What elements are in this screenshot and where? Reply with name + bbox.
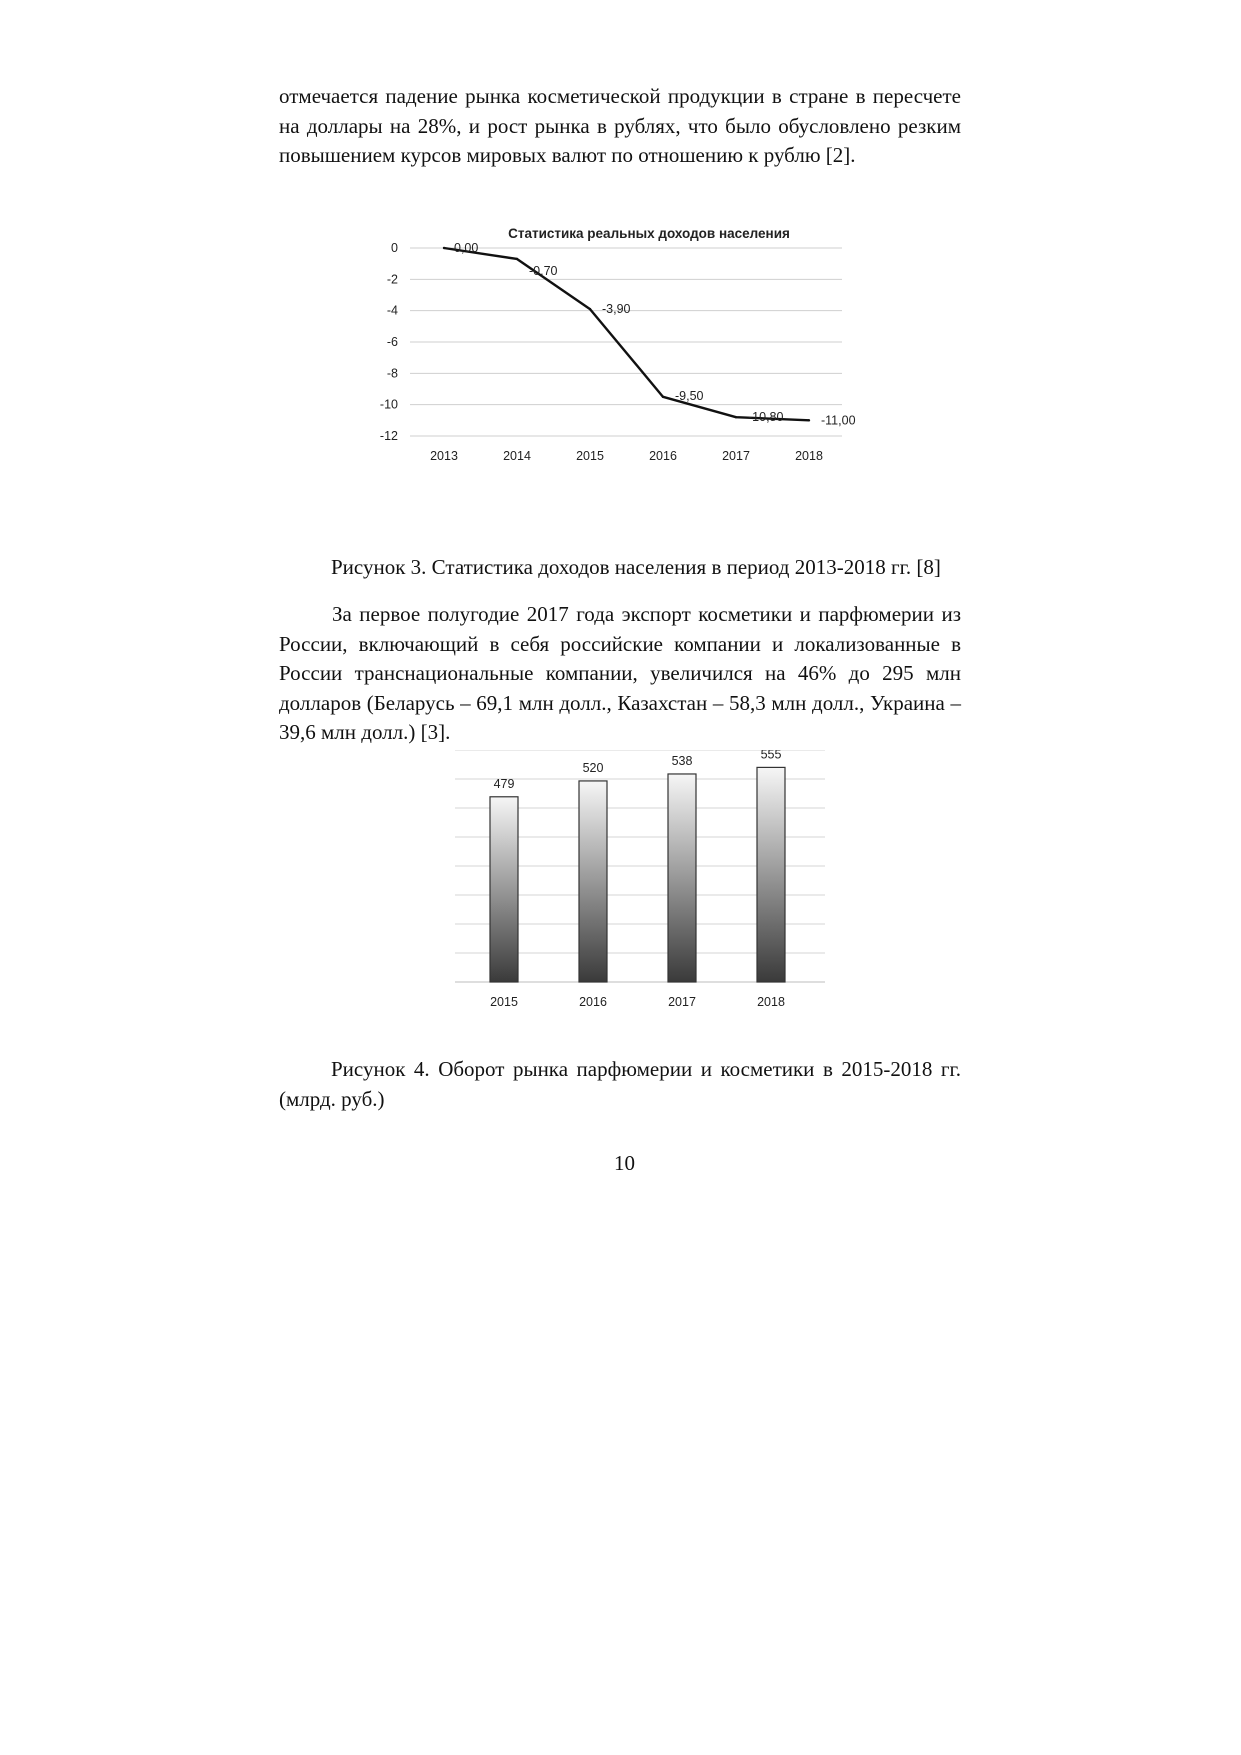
chart-series [443, 247, 810, 425]
figure-3-caption: Рисунок 3. Статистика доходов населения в период 2013-2018 гг. [8] [331, 555, 941, 579]
y-tick-label: -2 [386, 272, 398, 287]
x-tick-label: 2013 [430, 449, 458, 463]
x-tick-label: 2017 [722, 449, 750, 463]
x-tick-label: 2016 [579, 995, 607, 1009]
bar [757, 767, 785, 982]
data-point [808, 419, 810, 421]
income-series-line [444, 248, 809, 420]
y-tick-label: -8 [386, 366, 398, 381]
data-label: -10,80 [748, 410, 784, 425]
x-tick-label: 2014 [503, 449, 531, 463]
chart-bars [490, 767, 785, 982]
income-line-chart [370, 220, 930, 530]
y-tick-label: -12 [379, 429, 398, 443]
y-tick-label: -6 [386, 335, 398, 349]
data-label: -11,00 [821, 413, 856, 428]
data-point [589, 308, 591, 310]
x-tick-label: 2016 [649, 449, 677, 463]
data-point [735, 416, 737, 418]
x-tick-label: 2017 [668, 995, 696, 1009]
page-number: 10 [614, 1151, 635, 1175]
chart-data-labels [494, 750, 782, 791]
data-label: 520 [582, 760, 604, 775]
data-point [516, 258, 518, 260]
data-label: -3,90 [602, 302, 631, 317]
data-label: 538 [671, 753, 693, 768]
chart-gridlines [410, 248, 842, 436]
x-tick-label: 2015 [490, 995, 518, 1009]
data-label: 0,00 [454, 241, 479, 255]
data-point [662, 396, 664, 398]
x-tick-label: 2018 [795, 449, 823, 463]
data-label: 555 [760, 750, 782, 762]
bar [490, 797, 518, 982]
y-tick-label: -4 [386, 303, 398, 318]
x-tick-label: 2018 [757, 995, 785, 1009]
chart-x-axis [430, 449, 823, 463]
market-bar-chart [455, 750, 845, 1030]
paragraph-intro: отмечается падение рынка косметической продукции в стране в пересчете на доллары на 28%, и рост рынка в рублях, что было обусловлено резким повышением курсов мировых валют по отношению к рублю [2]. [279, 84, 961, 167]
bar [668, 774, 696, 982]
data-label: -9,50 [675, 388, 704, 403]
chart-title: Статистика реальных доходов населения [508, 226, 790, 241]
chart-y-axis [380, 241, 398, 443]
data-point [443, 247, 445, 249]
bar [579, 781, 607, 982]
y-tick-label: 0 [391, 241, 398, 255]
y-tick-label: -10 [379, 397, 398, 412]
chart-x-axis [490, 995, 785, 1009]
x-tick-label: 2015 [576, 449, 604, 463]
chart-data-labels [454, 241, 856, 427]
data-label: -0,70 [529, 263, 558, 278]
figure-4-caption: Рисунок 4. Оборот рынка парфюмерии и косметики в 2015-2018 гг. (млрд. руб.) [279, 1057, 961, 1111]
paragraph-export: За первое полугодие 2017 года экспорт косметики и парфюмерии из России, включающий в себя российские компании и локализованные в России транснациональные компании, увеличился на 46% до 295 млн долларов (Беларусь – 69,1 млн долл., Казахстан – 58,3 млн долл., Украина – 39,6 млн долл.) [3]. [279, 602, 961, 744]
data-label: 479 [493, 776, 515, 791]
